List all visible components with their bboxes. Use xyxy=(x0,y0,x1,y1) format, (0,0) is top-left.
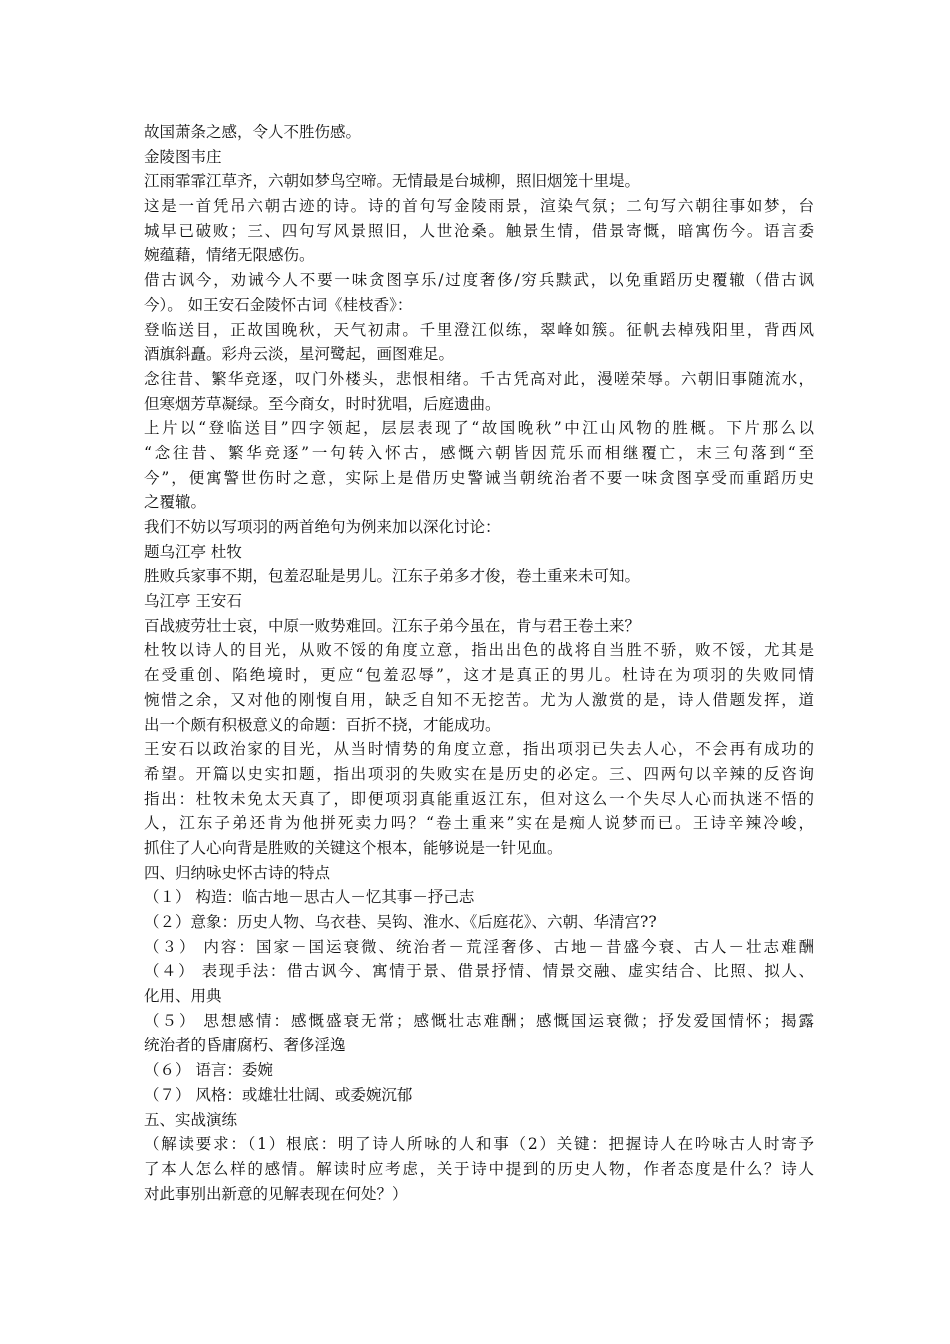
text-line: （４） 表现手法：借古讽今、寓情于景、借景抒情、情景交融、虚实结合、比照、拟人、 xyxy=(144,962,814,981)
text-line: 但寒烟芳草凝绿。至今商女，时时犹唱，后庭遗曲。 xyxy=(144,394,501,413)
text-line: 登临送目，正故国晚秋，天气初肃。千里澄江似练，翠峰如簇。征帆去棹残阳里，背西风 xyxy=(144,320,814,339)
text-line: 念往昔、繁华竞逐，叹门外楼头，悲恨相绪。千古凭高对此，漫嗟荣辱。六朝旧事随流水， xyxy=(144,369,814,388)
text-line: 在受重创、陷绝境时，更应“包羞忍辱”，这才是真正的男儿。杜诗在为项羽的失败同情 xyxy=(144,666,814,685)
text-line: 化用、用典 xyxy=(144,987,222,1006)
text-line: 上片以“登临送目”四字领起，层层表现了“故国晚秋”中江山风物的胜概。下片那么以 xyxy=(144,419,814,438)
text-line: 五、实战演练 xyxy=(144,1110,238,1129)
text-line: 乌江亭 王安石 xyxy=(144,592,242,611)
text-line: 四、归纳咏史怀古诗的特点 xyxy=(144,863,331,882)
document-body xyxy=(144,120,814,1206)
text-line: 之覆辙。 xyxy=(144,493,207,512)
text-line: 指出：杜牧未免太天真了，即便项羽真能重返江东，但对这么一个失尽人心而执迷不悟的 xyxy=(144,789,814,808)
text-line: （解读要求：（1）根底：明了诗人所咏的人和事（2）关键：把握诗人在吟咏古人时寄予 xyxy=(144,1135,814,1154)
text-line: 惋惜之余，又对他的刚愎自用，缺乏自知不无挖苦。尤为人激赏的是，诗人借题发挥，道 xyxy=(144,690,814,709)
text-line: （１） 构造：临古地－思古人－忆其事－抒己志 xyxy=(144,888,475,907)
text-line: （６） 语言：委婉 xyxy=(144,1061,273,1080)
text-line: 出一个颇有积极意义的命题：百折不挠，才能成功。 xyxy=(144,715,501,734)
text-line: （２）意象：历史人物、乌衣巷、吴钩、淮水、《后庭花》、六朝、华清宫?? xyxy=(144,913,657,931)
text-line: 杜牧以诗人的目光，从败不馁的角度立意，指出出色的战将自当胜不骄，败不馁，尤其是 xyxy=(144,641,814,660)
text-line: 酒旗斜矗。彩舟云淡，星河鹭起，画图难足。 xyxy=(144,345,455,364)
text-line: 胜败兵家事不期，包羞忍耻是男儿。江东子弟多才俊，卷土重来未可知。 xyxy=(144,567,641,586)
text-line: 抓住了人心向背是胜败的关键这个根本，能够说是一针见血。 xyxy=(144,838,563,857)
text-line: 借古讽今，劝诫今人不要一味贪图享乐/过度奢侈/穷兵黩武，以免重蹈历史覆辙（借古讽 xyxy=(144,271,814,290)
text-line: 希望。开篇以史实扣题，指出项羽的失败实在是历史的必定。三、四两句以辛辣的反咨询 xyxy=(144,764,814,783)
text-line: 今）。 如王安石金陵怀古词《桂枝香》： xyxy=(144,295,413,314)
text-line: 了本人怎么样的感情。解读时应考虑，关于诗中提到的历史人物，作者态度是什么？诗人 xyxy=(144,1159,814,1178)
text-line: 对此事别出新意的见解表现在何处？） xyxy=(144,1184,408,1203)
text-line: （３） 内容：国家－国运衰微、统治者－荒淫奢侈、古地－昔盛今衰、古人－壮志难酬 xyxy=(144,937,814,956)
text-line: 百战疲劳壮士哀，中原一败势难回。江东子弟今虽在，肯与君王卷土来？ xyxy=(144,616,641,635)
text-line: 王安石以政治家的目光，从当时情势的角度立意，指出项羽已失去人心，不会再有成功的 xyxy=(144,740,814,759)
text-line: （５） 思想感情：感慨盛衰无常；感慨壮志难酬；感慨国运衰微；抒发爱国情怀；揭露 xyxy=(144,1011,814,1030)
text-line: 题乌江亭 杜牧 xyxy=(144,542,242,561)
text-line: 今”，便寓警世伤时之意，实际上是借历史警诫当朝统治者不要一味贪图享受而重蹈历史 xyxy=(144,468,814,487)
text-line: 统治者的昏庸腐朽、奢侈淫逸 xyxy=(144,1036,346,1055)
text-line: 金陵图韦庄 xyxy=(144,147,222,166)
text-line: 故国萧条之感，令人不胜伤感。 xyxy=(144,123,362,141)
text-line: 我们不妨以写项羽的两首绝句为例来加以深化讨论： xyxy=(144,518,501,536)
text-line: 江雨霏霏江草齐，六朝如梦鸟空啼。无情最是台城柳，照旧烟笼十里堤。 xyxy=(144,172,641,191)
text-line: 城早已破败；三、四句写风景照旧，人世沧桑。触景生情，借景寄慨，暗寓伤今。语言委 xyxy=(144,221,814,240)
text-line: （７） 风格：或雄壮壮阔、或委婉沉郁 xyxy=(144,1085,413,1104)
text-line: 这是一首凭吊六朝古迹的诗。诗的首句写金陵雨景，渲染气氛；二句写六朝往事如梦，台 xyxy=(144,197,814,216)
text-line: “念往昔、繁华竞逐”一句转入怀古，感慨六朝皆因荒乐而相继覆亡，末三句落到“至 xyxy=(144,443,814,462)
text-line: 人，江东子弟还肯为他拼死卖力吗？“卷土重来”实在是痴人说梦而已。王诗辛辣冷峻， xyxy=(144,814,814,833)
text-line: 婉蕴藉，情绪无限感伤。 xyxy=(144,246,315,265)
